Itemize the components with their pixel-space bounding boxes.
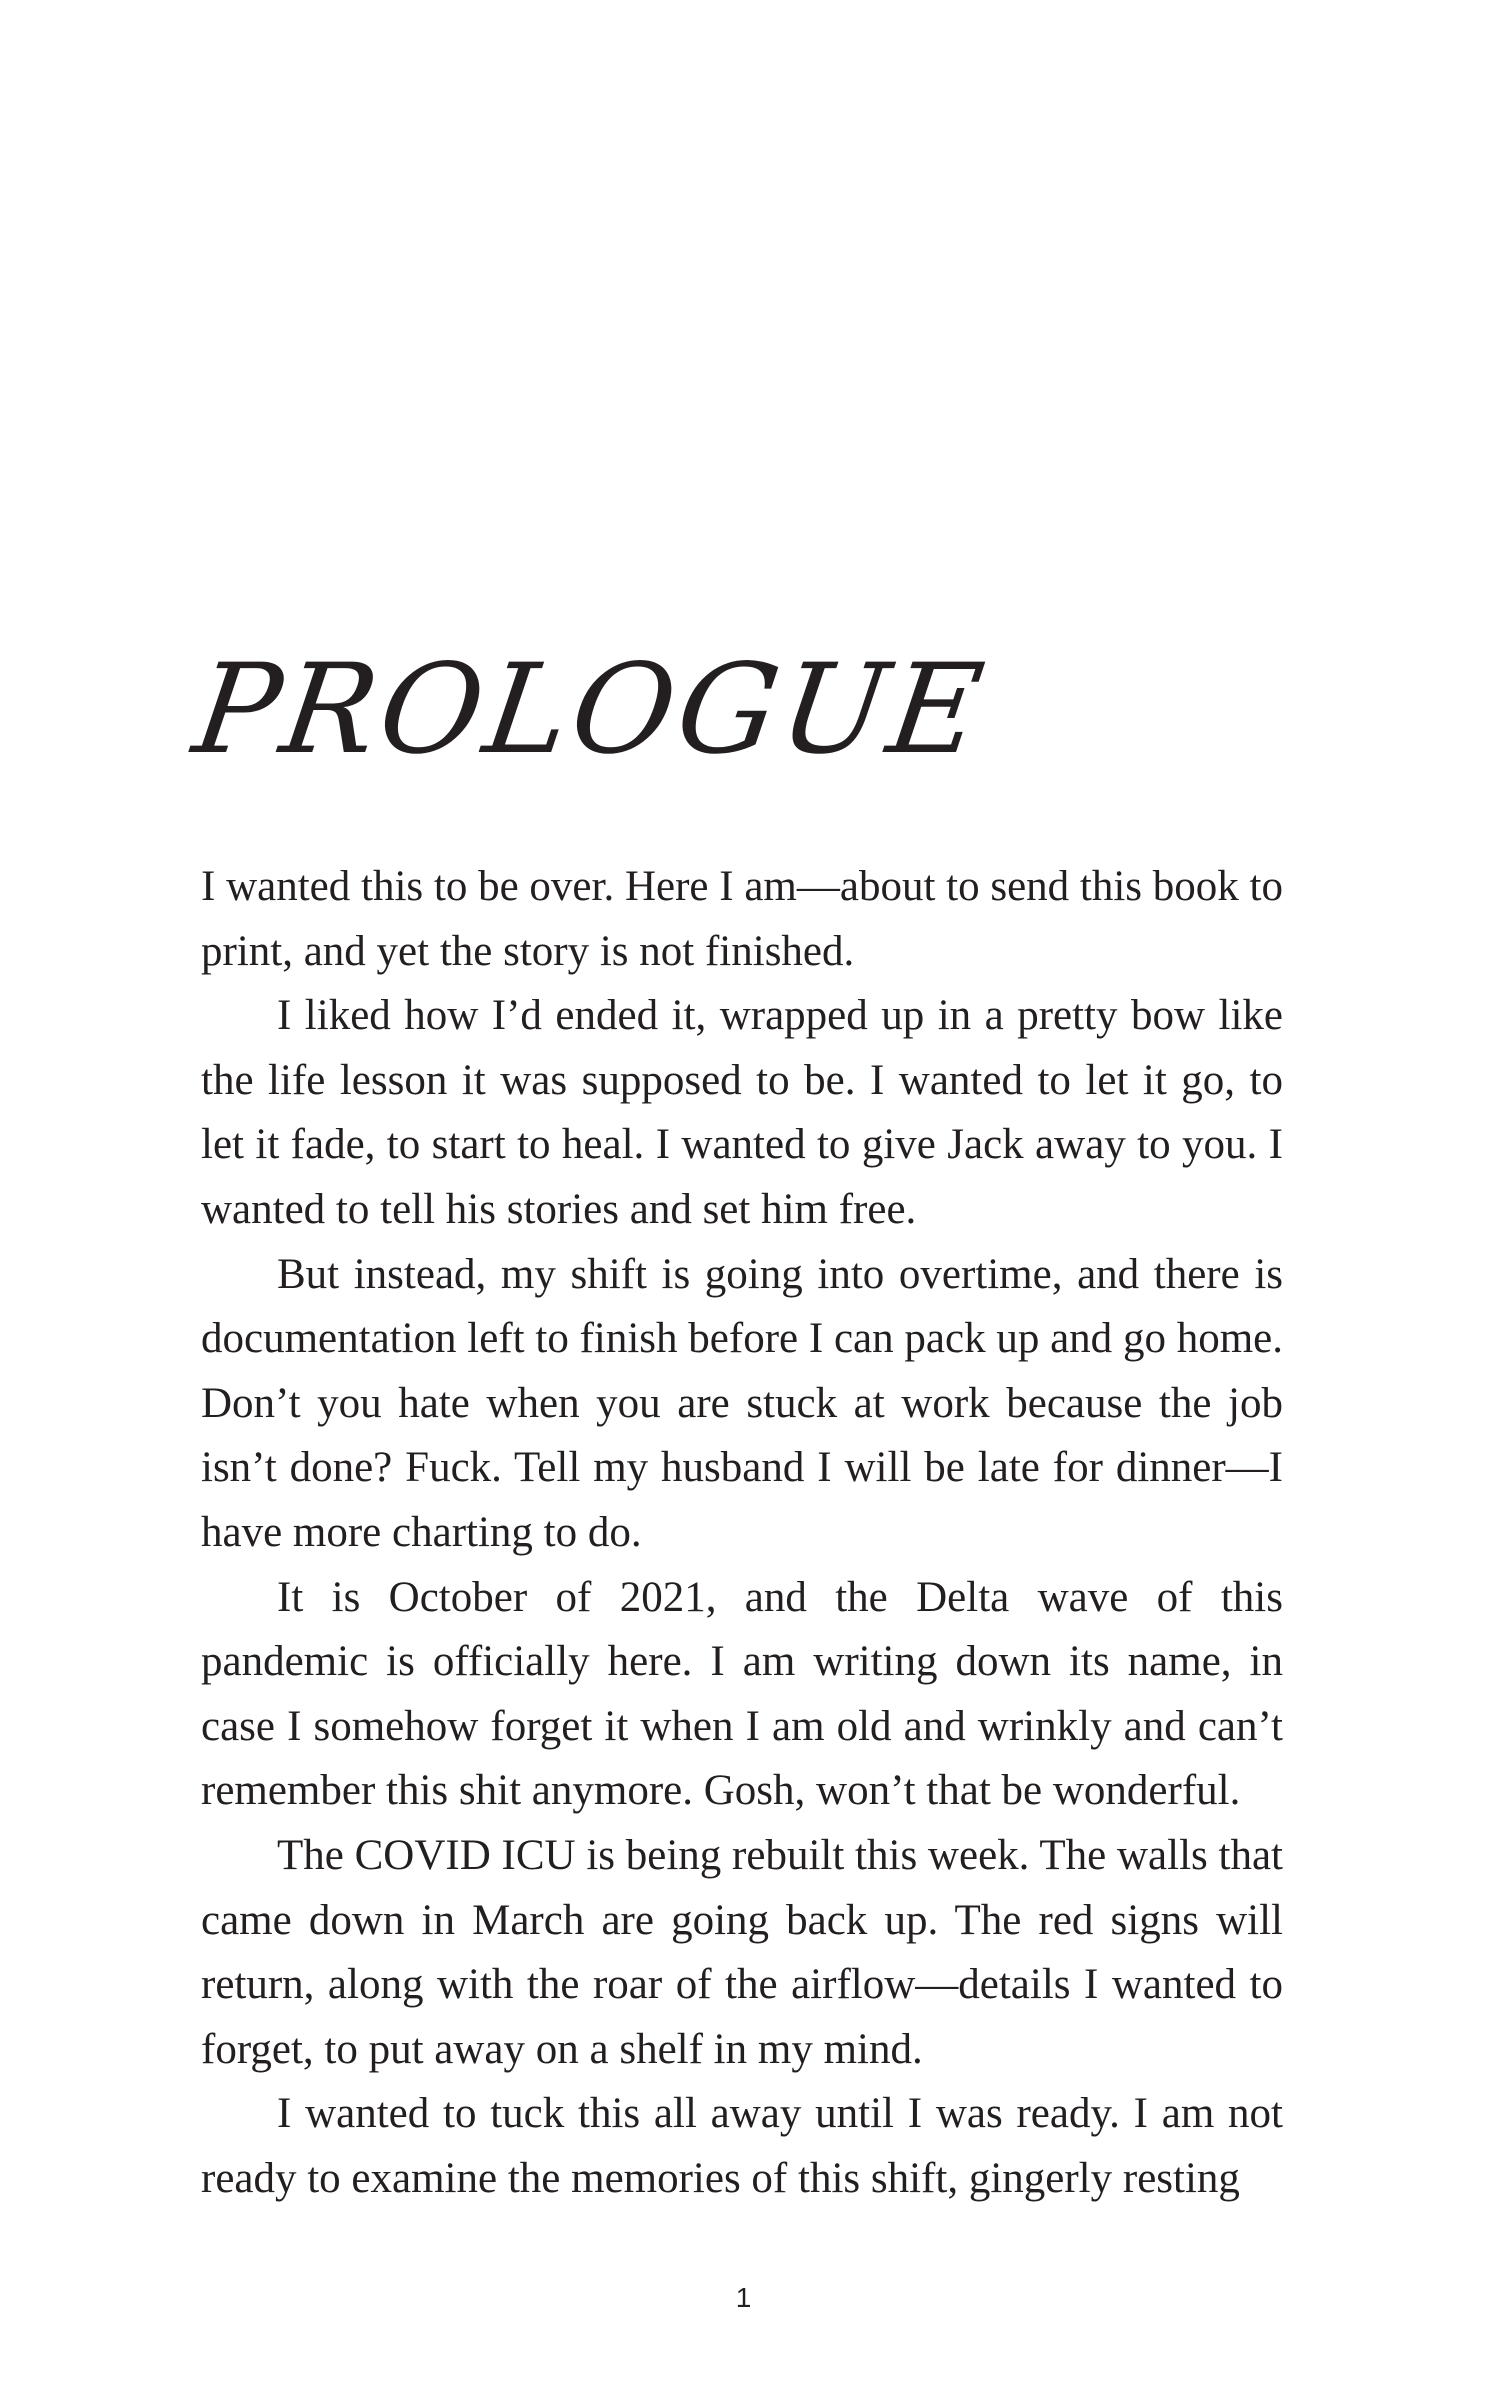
paragraph: It is October of 2021, and the Delta wave of this pandemic is officially here. I am writing down its name, in case I somehow forget it when I am old and wrinkly and can’t remember this shit anymore. Gosh, won’t that be wonderful. xyxy=(201,1573,1283,1815)
paragraph: The COVID ICU is being rebuilt this week. The walls that came down in March are going back up. The red signs will return, along with the roar of the airflow—details I wanted to forget, to put away on a shelf in my mind. xyxy=(201,1831,1283,2073)
paragraph: I wanted this to be over. Here I am—about to send this book to print, and yet the story is not finished. xyxy=(201,863,1283,975)
chapter-body xyxy=(201,855,1283,2211)
paragraph: I liked how I’d ended it, wrapped up in a pretty bow like the life lesson it was supposed to be. I wanted to let it go, to let it fade, to start to heal. I wanted to give Jack away to you. I wanted to tell his stories and set him free. xyxy=(201,992,1283,1233)
paragraph: But instead, my shift is going into overtime, and there is documentation left to finish before I can pack up and go home. Don’t you hate when you are stuck at work because the job isn’t done? Fuck. Tell my husband I will be late for dinner—I have more charting to do. xyxy=(201,1250,1283,1556)
paragraph: I wanted to tuck this all away until I was ready. I am not ready to examine the memories of this shift, gingerly resting xyxy=(201,2090,1283,2202)
chapter-title: PROLOGUE xyxy=(185,638,995,782)
page-number: 1 xyxy=(735,2282,752,2313)
